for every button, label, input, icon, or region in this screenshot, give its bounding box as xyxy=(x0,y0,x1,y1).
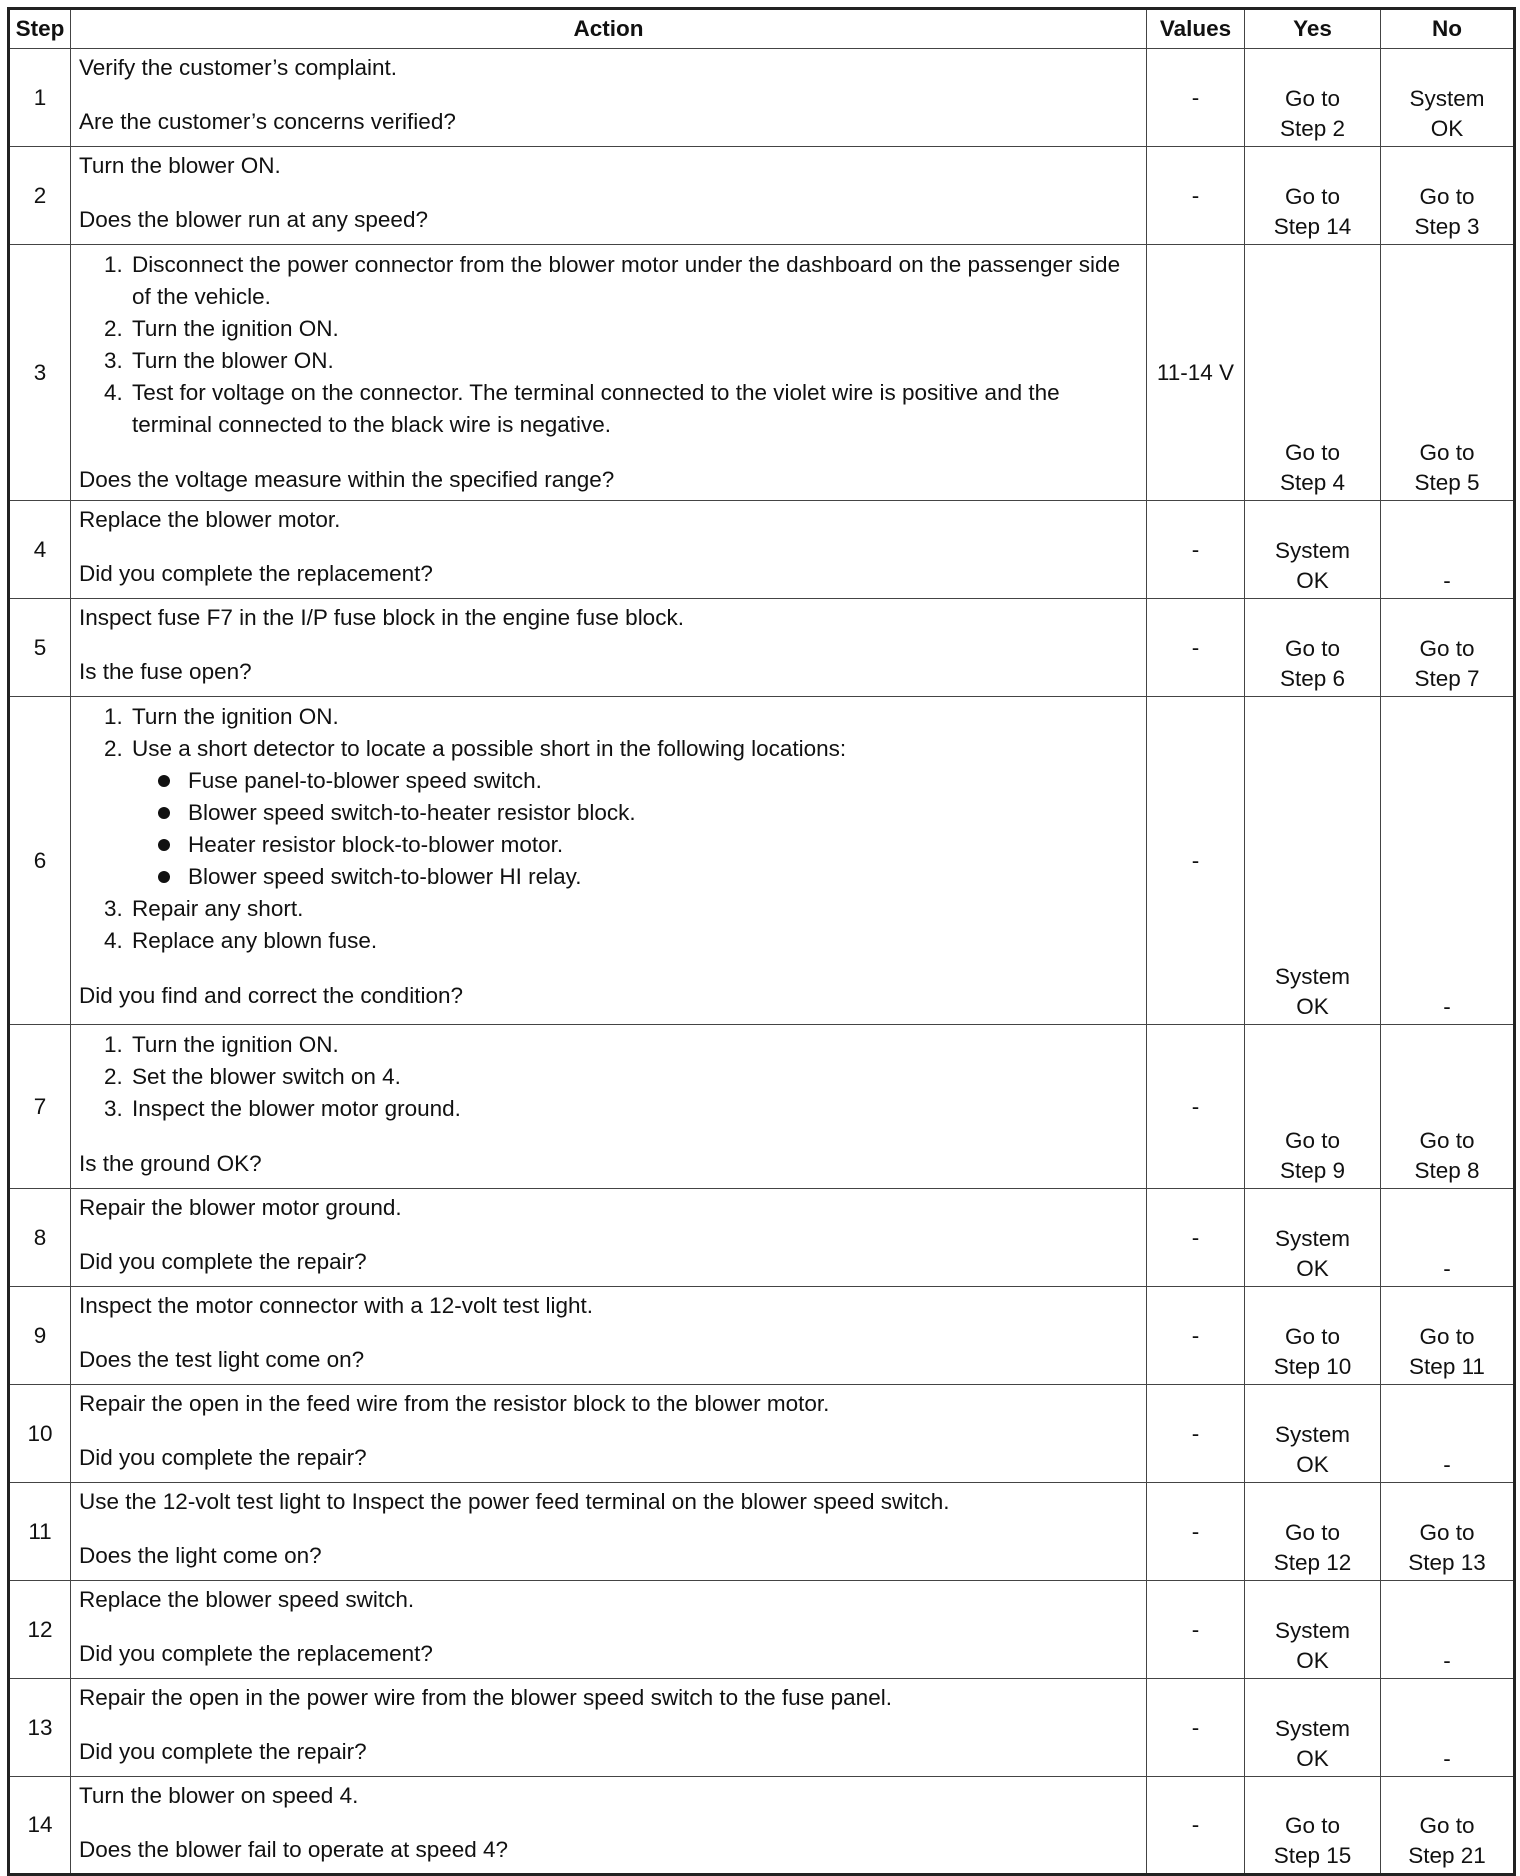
bullet-item xyxy=(188,861,1138,893)
values-cell: - xyxy=(1147,1483,1245,1581)
yes-cell: Go to Step 14 xyxy=(1245,147,1381,245)
no-cell: System OK xyxy=(1381,49,1515,147)
no-cell: - xyxy=(1381,1189,1515,1287)
action-cell xyxy=(71,501,1147,599)
list-item: 3. Repair any short. xyxy=(129,893,1138,925)
table-row xyxy=(9,1385,1515,1483)
step-number: 5 xyxy=(9,599,71,697)
action-question: Does the blower run at any speed? xyxy=(79,207,428,232)
list-item: 1. Disconnect the power connector from the blower motor under the dashboard on the passenger side of the vehicle. xyxy=(129,249,1138,313)
values-cell: - xyxy=(1147,1189,1245,1287)
step-number: 12 xyxy=(9,1581,71,1679)
action-text: Inspect the motor connector with a 12-volt test light. xyxy=(79,1293,594,1318)
values-cell: - xyxy=(1147,1025,1245,1189)
action-text: Replace the blower motor. xyxy=(79,507,341,532)
action-text: Verify the customer’s complaint. xyxy=(79,55,398,80)
no-cell: Go to Step 11 xyxy=(1381,1287,1515,1385)
values-cell: - xyxy=(1147,1287,1245,1385)
table-row xyxy=(9,1483,1515,1581)
values-cell: - xyxy=(1147,1385,1245,1483)
values-cell: - xyxy=(1147,501,1245,599)
list-item: 2. Set the blower switch on 4. xyxy=(129,1061,1138,1093)
list-item: 1. Turn the ignition ON. xyxy=(129,701,1138,733)
list-item xyxy=(129,733,1138,893)
table-row xyxy=(9,1581,1515,1679)
no-cell: Go to Step 7 xyxy=(1381,599,1515,697)
bullet-icon xyxy=(158,871,170,883)
action-cell xyxy=(71,49,1147,147)
table-row xyxy=(9,1777,1515,1875)
action-text: Turn the blower ON. xyxy=(79,153,281,178)
values-cell: - xyxy=(1147,1581,1245,1679)
yes-cell: Go to Step 6 xyxy=(1245,599,1381,697)
bullet-text: Fuse panel-to-blower speed switch. xyxy=(188,768,542,793)
no-cell: - xyxy=(1381,1581,1515,1679)
action-question: Did you complete the repair? xyxy=(79,1249,367,1274)
action-cell xyxy=(71,1777,1147,1875)
table-row xyxy=(9,1287,1515,1385)
yes-cell: System OK xyxy=(1245,1679,1381,1777)
values-cell: - xyxy=(1147,599,1245,697)
action-cell xyxy=(71,245,1147,501)
bullet-item xyxy=(188,829,1138,861)
values-cell: 11-14 V xyxy=(1147,245,1245,501)
values-cell: - xyxy=(1147,697,1245,1025)
table-row xyxy=(9,1679,1515,1777)
bullet-text: Blower speed switch-to-blower HI relay. xyxy=(188,864,582,889)
action-question: Did you complete the repair? xyxy=(79,1445,367,1470)
action-question: Is the ground OK? xyxy=(79,1151,262,1176)
header-no: No xyxy=(1381,9,1515,49)
action-cell xyxy=(71,1679,1147,1777)
step-number: 14 xyxy=(9,1777,71,1875)
header-step: Step xyxy=(9,9,71,49)
no-cell: - xyxy=(1381,501,1515,599)
step-number: 10 xyxy=(9,1385,71,1483)
no-cell: Go to Step 3 xyxy=(1381,147,1515,245)
diagnostic-table xyxy=(7,7,1516,1876)
list-item: 1. Turn the ignition ON. xyxy=(129,1029,1138,1061)
values-cell: - xyxy=(1147,1679,1245,1777)
no-cell: - xyxy=(1381,1679,1515,1777)
table-row xyxy=(9,1025,1515,1189)
action-cell xyxy=(71,1483,1147,1581)
yes-cell: Go to Step 4 xyxy=(1245,245,1381,501)
yes-cell: Go to Step 12 xyxy=(1245,1483,1381,1581)
action-question: Does the light come on? xyxy=(79,1543,322,1568)
bullet-icon xyxy=(158,775,170,787)
list-item: 4. Replace any blown fuse. xyxy=(129,925,1138,957)
list-item-text: Use a short detector to locate a possible short in the following locations: xyxy=(132,736,847,761)
action-text: Inspect fuse F7 in the I/P fuse block in the engine fuse block. xyxy=(79,605,684,630)
table-row xyxy=(9,1189,1515,1287)
action-text: Replace the blower speed switch. xyxy=(79,1587,415,1612)
yes-cell: System OK xyxy=(1245,501,1381,599)
step-number: 9 xyxy=(9,1287,71,1385)
table-row xyxy=(9,49,1515,147)
yes-cell: Go to Step 15 xyxy=(1245,1777,1381,1875)
action-cell xyxy=(71,697,1147,1025)
action-list xyxy=(79,701,1138,957)
step-number: 7 xyxy=(9,1025,71,1189)
yes-cell: System OK xyxy=(1245,1385,1381,1483)
action-question: Does the test light come on? xyxy=(79,1347,365,1372)
action-question: Does the blower fail to operate at speed 4? xyxy=(79,1837,509,1862)
header-yes: Yes xyxy=(1245,9,1381,49)
bullet-text: Heater resistor block-to-blower motor. xyxy=(188,832,564,857)
action-question: Does the voltage measure within the specified range? xyxy=(79,467,615,492)
action-text: Use the 12-volt test light to Inspect the power feed terminal on the blower speed switch. xyxy=(79,1489,950,1514)
action-text: Repair the blower motor ground. xyxy=(79,1195,402,1220)
bullet-icon xyxy=(158,807,170,819)
bullet-item xyxy=(188,765,1138,797)
action-cell xyxy=(71,1581,1147,1679)
location-bullets xyxy=(132,765,1138,893)
step-number: 13 xyxy=(9,1679,71,1777)
list-item: 4. Test for voltage on the connector. The terminal connected to the violet wire is positive and the terminal connected to the black wire is negative. xyxy=(129,377,1138,441)
step-number: 8 xyxy=(9,1189,71,1287)
yes-cell: System OK xyxy=(1245,1189,1381,1287)
yes-cell: System OK xyxy=(1245,697,1381,1025)
no-cell: - xyxy=(1381,697,1515,1025)
table-row xyxy=(9,245,1515,501)
table-row xyxy=(9,697,1515,1025)
header-row xyxy=(9,9,1515,49)
action-cell xyxy=(71,1025,1147,1189)
header-action: Action xyxy=(71,9,1147,49)
header-values: Values xyxy=(1147,9,1245,49)
action-cell xyxy=(71,1189,1147,1287)
action-text: Repair the open in the power wire from the blower speed switch to the fuse panel. xyxy=(79,1685,892,1710)
action-list xyxy=(79,249,1138,441)
no-cell: Go to Step 5 xyxy=(1381,245,1515,501)
action-question: Are the customer’s concerns verified? xyxy=(79,109,456,134)
table-row xyxy=(9,599,1515,697)
step-number: 3 xyxy=(9,245,71,501)
step-number: 1 xyxy=(9,49,71,147)
values-cell: - xyxy=(1147,49,1245,147)
no-cell: Go to Step 21 xyxy=(1381,1777,1515,1875)
no-cell: Go to Step 13 xyxy=(1381,1483,1515,1581)
action-cell xyxy=(71,1385,1147,1483)
yes-cell: Go to Step 2 xyxy=(1245,49,1381,147)
values-cell: - xyxy=(1147,1777,1245,1875)
bullet-item xyxy=(188,797,1138,829)
action-text: Turn the blower on speed 4. xyxy=(79,1783,359,1808)
list-item: 3. Inspect the blower motor ground. xyxy=(129,1093,1138,1125)
action-question: Did you complete the repair? xyxy=(79,1739,367,1764)
action-cell xyxy=(71,599,1147,697)
no-cell: Go to Step 8 xyxy=(1381,1025,1515,1189)
bullet-text: Blower speed switch-to-heater resistor block. xyxy=(188,800,636,825)
step-number: 2 xyxy=(9,147,71,245)
action-question: Did you complete the replacement? xyxy=(79,1641,433,1666)
action-question: Did you find and correct the condition? xyxy=(79,983,463,1008)
step-number: 11 xyxy=(9,1483,71,1581)
table-row xyxy=(9,147,1515,245)
yes-cell: Go to Step 10 xyxy=(1245,1287,1381,1385)
action-cell xyxy=(71,1287,1147,1385)
step-number: 4 xyxy=(9,501,71,599)
list-item: 2. Turn the ignition ON. xyxy=(129,313,1138,345)
bullet-icon xyxy=(158,839,170,851)
values-cell: - xyxy=(1147,147,1245,245)
table-row xyxy=(9,501,1515,599)
action-question: Is the fuse open? xyxy=(79,659,252,684)
action-cell xyxy=(71,147,1147,245)
step-number: 6 xyxy=(9,697,71,1025)
action-question: Did you complete the replacement? xyxy=(79,561,433,586)
no-cell: - xyxy=(1381,1385,1515,1483)
action-text: Repair the open in the feed wire from the resistor block to the blower motor. xyxy=(79,1391,830,1416)
yes-cell: Go to Step 9 xyxy=(1245,1025,1381,1189)
list-item: 3. Turn the blower ON. xyxy=(129,345,1138,377)
diagnostic-table-container xyxy=(7,7,1513,1876)
yes-cell: System OK xyxy=(1245,1581,1381,1679)
action-list xyxy=(79,1029,1138,1125)
